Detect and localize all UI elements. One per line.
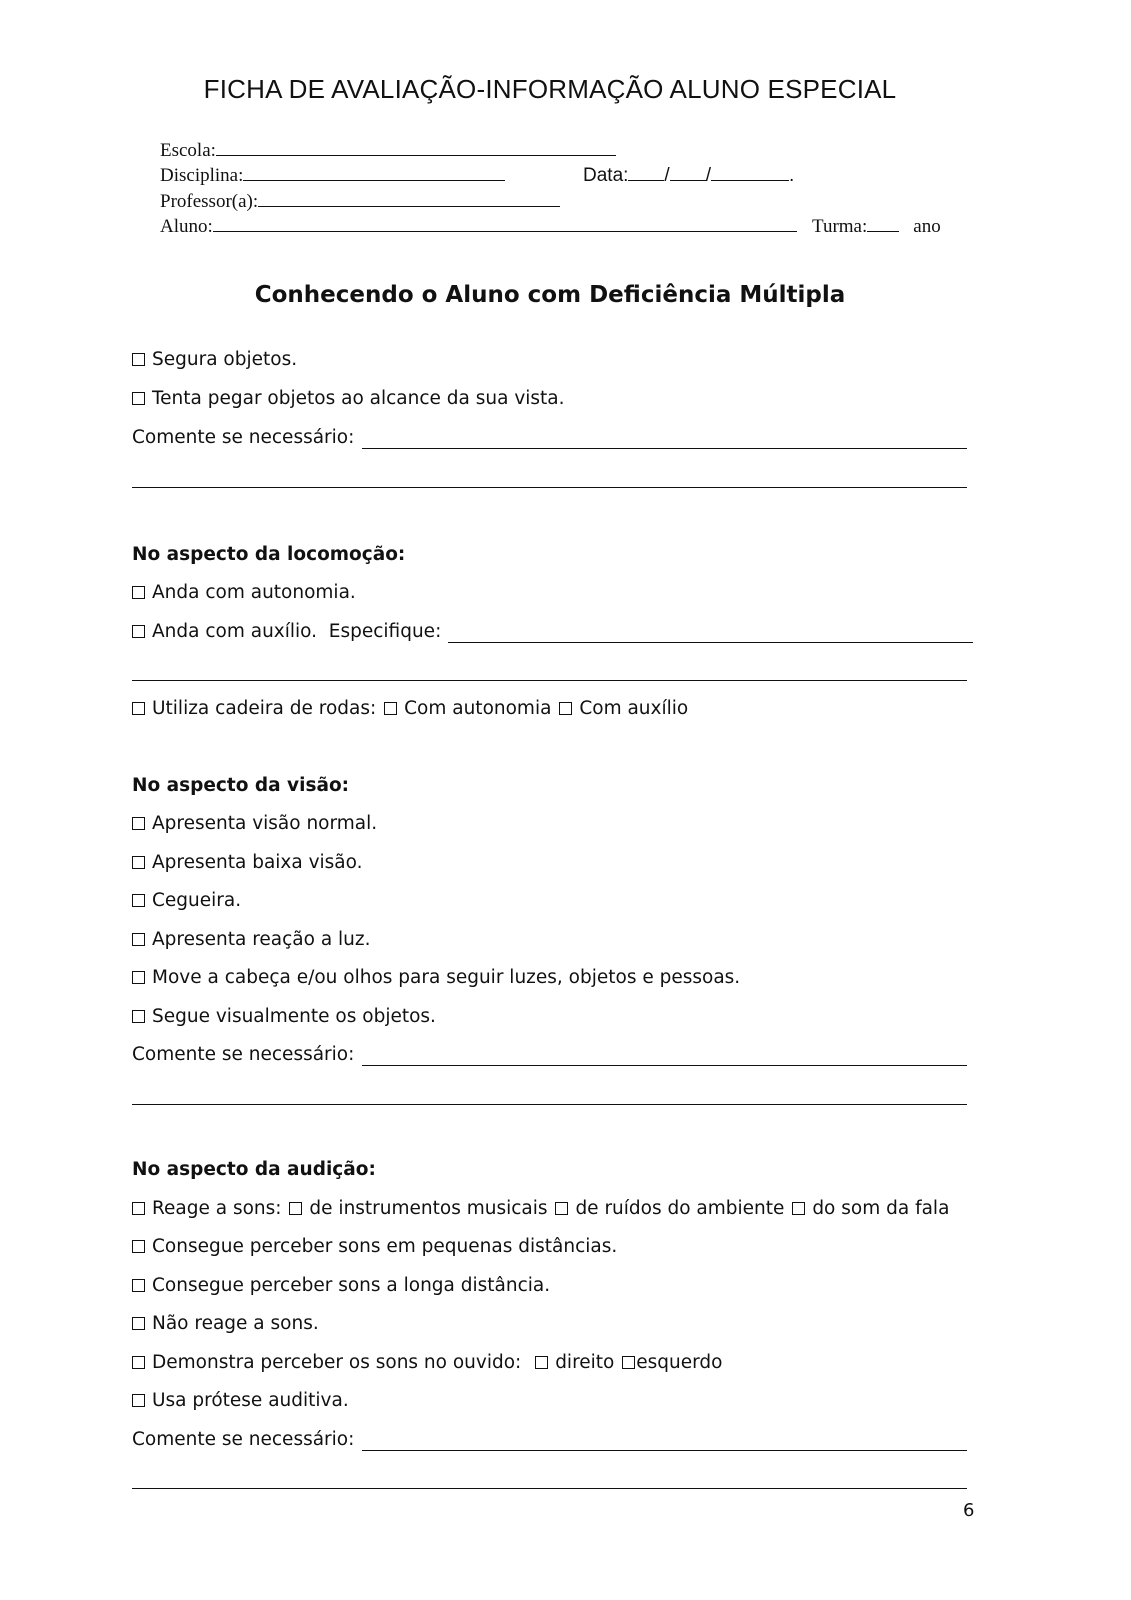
specify-line[interactable]	[448, 642, 973, 643]
disciplina-label: Disciplina:	[160, 165, 244, 186]
checkbox-item	[132, 928, 371, 952]
checkbox-label: Demonstra perceber os sons no ouvido:	[152, 1352, 522, 1373]
checkbox-item	[132, 387, 565, 411]
checkbox[interactable]	[132, 392, 145, 405]
checkbox-label: Apresenta reação a luz.	[152, 929, 371, 950]
checkbox-label: Move a cabeça e/ou olhos para seguir luzes, objetos e pessoas.	[152, 967, 741, 988]
checkbox-label: Tenta pegar objetos ao alcance da sua vista.	[152, 388, 565, 409]
checkbox-item	[132, 697, 688, 721]
checkbox-label: Reage a sons:	[152, 1198, 282, 1219]
form-title: FICHA DE AVALIAÇÃO-INFORMAÇÃO ALUNO ESPECIAL	[203, 74, 897, 104]
checkbox[interactable]	[132, 353, 145, 366]
checkbox-item	[132, 1197, 949, 1221]
turma-field[interactable]	[867, 214, 899, 232]
comment-label: Comente se necessário:	[132, 1044, 355, 1065]
section-title: Conhecendo o Aluno com Deficiência Múltipla	[254, 282, 846, 308]
checkbox[interactable]	[792, 1202, 805, 1215]
aluno-field[interactable]	[213, 214, 797, 232]
checkbox-item	[132, 1005, 436, 1029]
data-day-field[interactable]	[628, 163, 664, 181]
checkbox-label: Consegue perceber sons a longa distância.	[152, 1275, 551, 1296]
escola-label: Escola:	[160, 140, 216, 161]
escola-field[interactable]	[216, 138, 616, 156]
disciplina-row	[160, 163, 505, 187]
escola-row	[160, 138, 616, 162]
checkbox-item	[132, 1274, 550, 1298]
checkbox[interactable]	[289, 1202, 302, 1215]
comment-line[interactable]	[362, 448, 967, 449]
checkbox[interactable]	[132, 933, 145, 946]
checkbox-item	[132, 851, 363, 875]
checkbox-item	[132, 581, 356, 605]
data-slash-1: /	[664, 165, 670, 186]
checkbox-item	[132, 812, 377, 836]
checkbox-label: de instrumentos musicais	[309, 1198, 548, 1219]
comment-line[interactable]	[132, 487, 967, 488]
checkbox[interactable]	[132, 971, 145, 984]
checkbox[interactable]	[132, 1279, 145, 1292]
checkbox-label: Anda com autonomia.	[152, 582, 356, 603]
aluno-row	[160, 214, 797, 238]
checkbox-item	[132, 966, 740, 990]
checkbox-label: de ruídos do ambiente	[575, 1198, 785, 1219]
checkbox[interactable]	[132, 894, 145, 907]
specify-line[interactable]	[132, 680, 967, 681]
data-year-field[interactable]	[711, 163, 789, 181]
checkbox[interactable]	[132, 1240, 145, 1253]
comment-line[interactable]	[362, 1450, 967, 1451]
checkbox-label: Segue visualmente os objetos.	[152, 1006, 436, 1027]
checkbox-label: Cegueira.	[152, 890, 242, 911]
checkbox-label: Anda com auxílio. Especifique:	[152, 621, 442, 642]
professor-row	[160, 189, 560, 213]
section-heading-locomocao: No aspecto da locomoção:	[132, 544, 406, 565]
comment-line[interactable]	[132, 1104, 967, 1105]
checkbox[interactable]	[132, 1317, 145, 1330]
checkbox-item	[132, 1351, 722, 1375]
data-period: .	[788, 165, 795, 186]
disciplina-field[interactable]	[243, 163, 505, 181]
turma-row	[812, 214, 941, 238]
comment-line[interactable]	[132, 1488, 967, 1489]
checkbox-label: Apresenta visão normal.	[152, 813, 378, 834]
data-label: Data:	[583, 165, 629, 186]
checkbox-item	[132, 1235, 617, 1259]
checkbox-item	[132, 620, 441, 644]
checkbox[interactable]	[132, 1394, 145, 1407]
data-row	[583, 163, 794, 187]
turma-label: Turma:	[812, 216, 868, 237]
professor-label: Professor(a):	[160, 191, 259, 212]
checkbox[interactable]	[132, 856, 145, 869]
professor-field[interactable]	[258, 189, 560, 207]
aluno-label: Aluno:	[160, 216, 213, 237]
checkbox[interactable]	[622, 1356, 635, 1369]
checkbox[interactable]	[535, 1356, 548, 1369]
page-number: 6	[963, 1500, 975, 1521]
checkbox-label: esquerdo	[636, 1352, 723, 1373]
data-slash-2: /	[705, 165, 711, 186]
section-heading-audicao: No aspecto da audição:	[132, 1159, 376, 1180]
checkbox[interactable]	[132, 1356, 145, 1369]
checkbox-label: Com auxílio	[579, 698, 689, 719]
checkbox[interactable]	[559, 702, 572, 715]
checkbox[interactable]	[132, 625, 145, 638]
comment-line[interactable]	[362, 1065, 967, 1066]
comment-label: Comente se necessário:	[132, 1429, 355, 1450]
comment-label: Comente se necessário:	[132, 427, 355, 448]
checkbox[interactable]	[132, 817, 145, 830]
checkbox-label: direito	[555, 1352, 615, 1373]
checkbox[interactable]	[132, 1202, 145, 1215]
section-heading-visao: No aspecto da visão:	[132, 775, 350, 796]
checkbox-item	[132, 889, 241, 913]
checkbox[interactable]	[384, 702, 397, 715]
checkbox[interactable]	[132, 586, 145, 599]
data-month-field[interactable]	[670, 163, 706, 181]
checkbox[interactable]	[132, 702, 145, 715]
checkbox-label: Segura objetos.	[152, 349, 298, 370]
checkbox-label: Apresenta baixa visão.	[152, 852, 363, 873]
checkbox-label: do som da fala	[812, 1198, 950, 1219]
checkbox-item	[132, 348, 297, 372]
checkbox-label: Não reage a sons.	[152, 1313, 319, 1334]
checkbox-label: Consegue perceber sons em pequenas distâncias.	[152, 1236, 618, 1257]
checkbox-label: Utiliza cadeira de rodas:	[152, 698, 377, 719]
checkbox[interactable]	[132, 1010, 145, 1023]
checkbox-item	[132, 1389, 349, 1413]
checkbox-label: Usa prótese auditiva.	[152, 1390, 349, 1411]
checkbox-label: Com autonomia	[404, 698, 552, 719]
checkbox-item	[132, 1312, 319, 1336]
ano-label: ano	[913, 216, 941, 237]
checkbox[interactable]	[555, 1202, 568, 1215]
